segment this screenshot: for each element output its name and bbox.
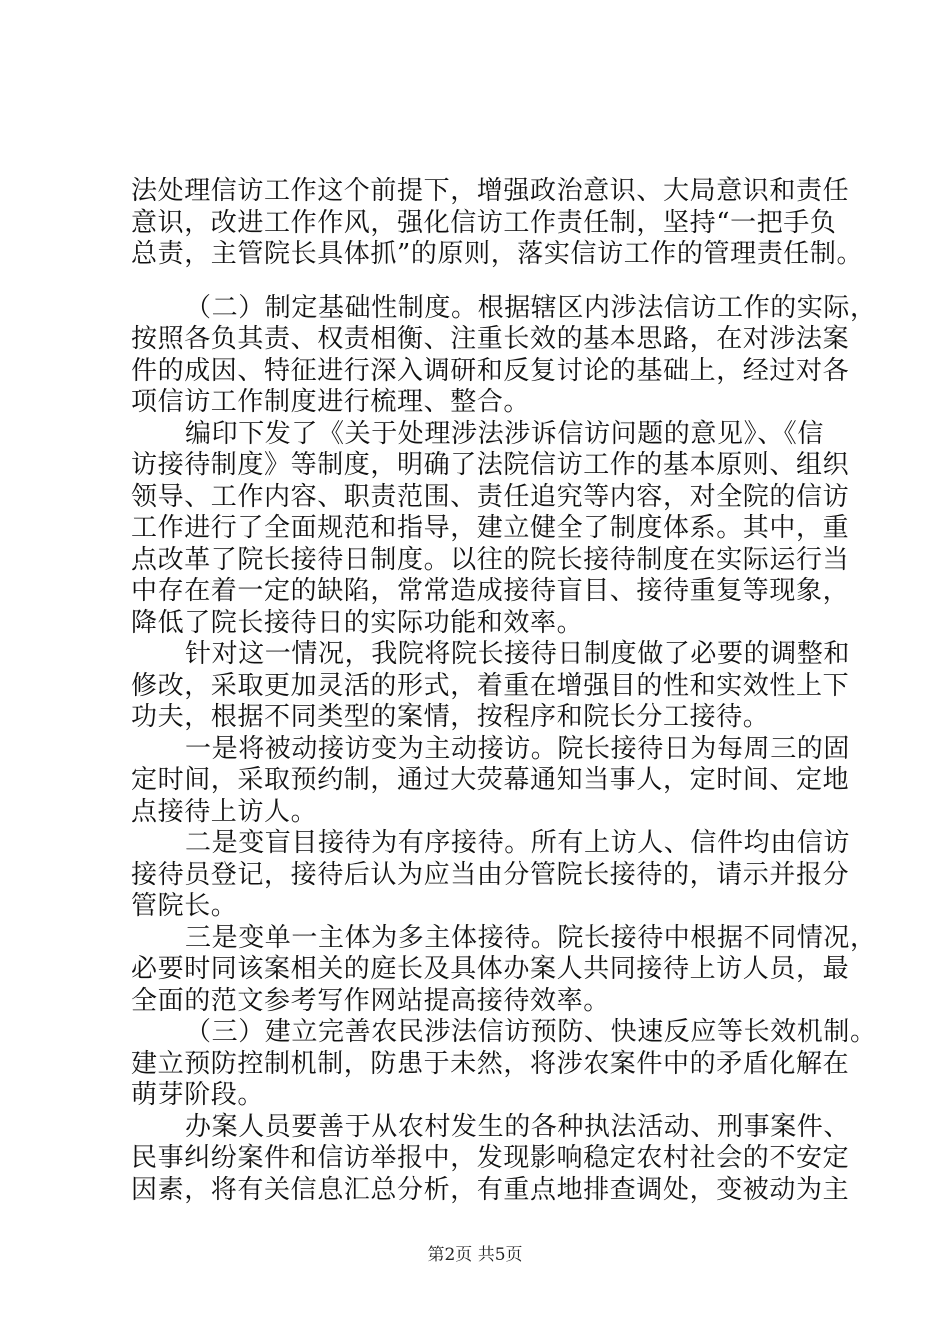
text-line: 法处理信访工作这个前提下，增强政治意识、大局意识和责任 — [131, 176, 850, 206]
text-line: 访接待制度》等制度，明确了法院信访工作的基本原则、组织 — [131, 450, 850, 480]
page-number-footer: 第2页 共5页 — [427, 1245, 523, 1265]
text-line: 件的成因、特征进行深入调研和反复讨论的基础上，经过对各 — [131, 355, 850, 386]
text-line: 领导、工作内容、职责范围、责任追究等内容，对全院的信访 — [131, 481, 850, 512]
text-line: 因素，将有关信息汇总分析，有重点地排查调处，变被动为主 — [131, 1174, 850, 1205]
text-line: 点改革了院长接待日制度。以往的院长接待制度在实际运行当 — [131, 544, 850, 575]
text-line: 项信访工作制度进行梳理、整合。 — [131, 387, 531, 417]
text-line: 功夫，根据不同类型的案情，按程序和院长分工接待。 — [131, 702, 770, 732]
text-line: 修改，采取更加灵活的形式，着重在增强目的性和实效性上下 — [131, 670, 850, 701]
text-line: 编印下发了《关于处理涉法涉诉信访问题的意见》、《信 — [185, 418, 825, 449]
text-line: 一是将被动接访变为主动接访。院长接待日为每周三的固 — [185, 733, 851, 764]
text-line: 萌芽阶段。 — [131, 1080, 265, 1110]
document-body — [131, 176, 877, 1206]
text-line: 三是变单一主体为多主体接待。院长接待中根据不同情况， — [185, 922, 877, 953]
text-line: 接待员登记，接待后认为应当由分管院长接待的，请示并报分 — [131, 859, 850, 890]
text-line: 意识，改进工作作风，强化信访工作责任制，坚持“一把手负 — [131, 207, 837, 238]
text-line: 按照各负其责、权责相衡、注重长效的基本思路，在对涉法案 — [131, 324, 850, 354]
text-line: （三）建立完善农民涉法信访预防、快速反应等长效机制。 — [185, 1017, 877, 1047]
text-line: 二是变盲目接待为有序接待。所有上访人、信件均由信访 — [185, 828, 851, 858]
text-line: 办案人员要善于从农村发生的各种执法活动、刑事案件、 — [185, 1111, 851, 1142]
text-line: 中存在着一定的缺陷，常常造成接待盲目、接待重复等现象， — [131, 576, 850, 606]
text-line: 针对这一情况，我院将院长接待日制度做了必要的调整和 — [185, 639, 851, 669]
text-line: 必要时同该案相关的庭长及具体办案人共同接待上访人员，最 — [131, 954, 850, 984]
text-line: 定时间，采取预约制，通过大荧幕通知当事人，定时间、定地 — [131, 765, 850, 795]
text-line: （二）制定基础性制度。根据辖区内涉法信访工作的实际， — [185, 292, 877, 323]
text-line: 点接待上访人。 — [131, 796, 318, 827]
text-line: 全面的范文参考写作网站提高接待效率。 — [131, 985, 610, 1016]
text-line: 管院长。 — [131, 891, 238, 921]
text-line: 建立预防控制机制，防患于未然，将涉农案件中的矛盾化解在 — [131, 1048, 850, 1079]
text-line: 总责，主管院长具体抓”的原则，落实信访工作的管理责任制。 — [131, 239, 864, 269]
text-line: 降低了院长接待日的实际功能和效率。 — [131, 607, 584, 638]
text-line: 工作进行了全面规范和指导，建立健全了制度体系。其中，重 — [131, 513, 850, 543]
text-line: 民事纠纷案件和信访举报中，发现影响稳定农村社会的不安定 — [131, 1143, 850, 1173]
